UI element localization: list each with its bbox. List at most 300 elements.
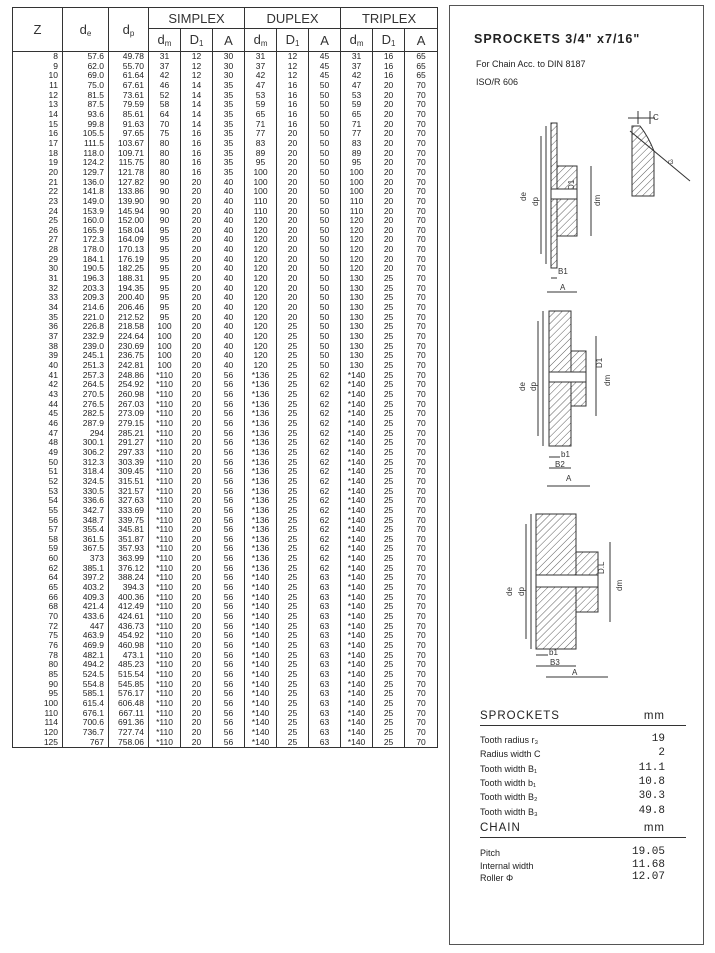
table-cell: 20	[181, 458, 213, 468]
table-cell: 56	[213, 680, 245, 690]
table-cell: 176.19	[109, 255, 149, 265]
table-row	[13, 467, 438, 477]
table-cell: 149.0	[63, 197, 109, 207]
table-cell: 25	[373, 438, 405, 448]
table-cell: *140	[341, 699, 373, 709]
spec-label: Roller Φ	[480, 873, 514, 883]
table-cell: 109.71	[109, 149, 149, 159]
table-cell: 40	[213, 197, 245, 207]
table-cell: 56	[213, 516, 245, 526]
table-cell: 494.2	[63, 660, 109, 670]
table-cell: 736.7	[63, 728, 109, 738]
table-cell: 221.0	[63, 313, 109, 323]
table-cell: *140	[245, 738, 277, 748]
table-cell: 103.67	[109, 139, 149, 149]
table-cell: 20	[277, 293, 309, 303]
table-cell: 56	[213, 554, 245, 564]
table-cell: 63	[309, 680, 341, 690]
table-cell: 25	[373, 622, 405, 632]
table-cell: 56	[213, 429, 245, 439]
table-cell: 50	[309, 255, 341, 265]
table-cell: 40	[213, 216, 245, 226]
spec-label: Internal width	[480, 860, 534, 871]
table-cell: 50	[309, 139, 341, 149]
table-cell: 50	[309, 313, 341, 323]
table-cell: 545.85	[109, 680, 149, 690]
table-cell: 52	[149, 91, 181, 101]
table-cell: *140	[245, 728, 277, 738]
table-cell: 95	[149, 245, 181, 255]
table-cell: 20	[181, 689, 213, 699]
table-cell: 260.98	[109, 390, 149, 400]
table-cell: 100	[245, 168, 277, 178]
table-cell: *140	[341, 371, 373, 381]
table-cell: 35	[213, 91, 245, 101]
table-cell: 40	[213, 322, 245, 332]
table-cell: 25	[277, 670, 309, 680]
table-cell: 56	[213, 390, 245, 400]
table-cell: 70	[405, 419, 438, 429]
table-cell: 14	[181, 100, 213, 110]
table-row	[13, 52, 438, 62]
table-cell: 90	[149, 207, 181, 217]
spec-value: 49.8	[638, 804, 665, 817]
table-cell: 20	[373, 139, 405, 149]
table-row	[13, 496, 438, 506]
table-cell: 62	[309, 554, 341, 564]
table-cell: 25	[373, 564, 405, 574]
table-cell: *110	[149, 660, 181, 670]
table-cell: 85.61	[109, 110, 149, 120]
svg-text:D.L: D.L	[597, 561, 606, 574]
table-cell: 25	[277, 429, 309, 439]
table-row	[13, 400, 438, 410]
table-cell: 25	[277, 322, 309, 332]
table-cell: 264.5	[63, 380, 109, 390]
table-cell: 25	[277, 622, 309, 632]
table-cell: *136	[245, 544, 277, 554]
table-cell: 64	[13, 573, 63, 583]
table-cell: 70	[405, 255, 438, 265]
table-cell: 25	[373, 409, 405, 419]
table-cell: 70	[405, 593, 438, 603]
table-cell: 25	[373, 303, 405, 313]
table-cell: 114	[13, 718, 63, 728]
table-cell: 100	[149, 322, 181, 332]
table-row	[13, 322, 438, 332]
table-cell: 70	[405, 670, 438, 680]
table-cell: 50	[309, 207, 341, 217]
table-cell: 95	[149, 235, 181, 245]
table-cell: 25	[277, 680, 309, 690]
table-cell: 70	[405, 718, 438, 728]
table-cell: 327.63	[109, 496, 149, 506]
table-cell: 47	[13, 429, 63, 439]
table-cell: *140	[341, 467, 373, 477]
table-cell: 25	[373, 496, 405, 506]
table-cell: 276.5	[63, 400, 109, 410]
table-cell: 25	[373, 738, 405, 748]
table-cell: *136	[245, 564, 277, 574]
table-cell: 20	[181, 709, 213, 719]
table-cell: 224.64	[109, 332, 149, 342]
table-cell: 40	[213, 351, 245, 361]
table-cell: 63	[309, 670, 341, 680]
panel-subtitle-iso: ISO/R 606	[476, 77, 519, 87]
table-cell: 41	[13, 371, 63, 381]
table-cell: 20	[181, 400, 213, 410]
table-cell: *136	[245, 458, 277, 468]
table-row	[13, 129, 438, 139]
table-cell: 56	[213, 380, 245, 390]
table-cell: *136	[245, 554, 277, 564]
table-cell: 14	[13, 110, 63, 120]
table-cell: 35	[213, 149, 245, 159]
table-cell: 333.69	[109, 506, 149, 516]
table-cell: 50	[309, 293, 341, 303]
table-cell: 46	[13, 419, 63, 429]
table-row	[13, 100, 438, 110]
table-cell: 20	[373, 187, 405, 197]
table-cell: 20	[181, 651, 213, 661]
header-z: Z	[13, 8, 63, 52]
table-cell: 20	[277, 226, 309, 236]
table-cell: 25	[277, 535, 309, 545]
table-cell: 50	[309, 274, 341, 284]
table-cell: 25	[277, 380, 309, 390]
table-cell: 20	[181, 448, 213, 458]
table-cell: *140	[245, 641, 277, 651]
table-cell: 16	[13, 129, 63, 139]
table-cell: 120	[245, 226, 277, 236]
table-cell: 79.59	[109, 100, 149, 110]
table-row	[13, 699, 438, 709]
table-cell: 127.82	[109, 178, 149, 188]
table-cell: 100	[149, 361, 181, 371]
table-cell: 70	[405, 573, 438, 583]
table-cell: 37	[245, 62, 277, 72]
table-cell: 20	[277, 235, 309, 245]
table-cell: 25	[373, 612, 405, 622]
table-cell: 62	[309, 477, 341, 487]
svg-text:D1: D1	[595, 357, 604, 368]
chain-header: CHAIN	[480, 822, 521, 834]
table-cell: 576.17	[109, 689, 149, 699]
table-cell: 25	[373, 516, 405, 526]
table-cell: 62	[309, 429, 341, 439]
table-cell: 70	[405, 149, 438, 159]
table-cell: 125	[13, 738, 63, 748]
table-cell: 136.0	[63, 178, 109, 188]
table-cell: 397.2	[63, 573, 109, 583]
table-cell: 47	[245, 81, 277, 91]
table-cell: 115.75	[109, 158, 149, 168]
table-cell: *110	[149, 564, 181, 574]
table-row	[13, 342, 438, 352]
table-cell: 20	[181, 351, 213, 361]
table-cell: 25	[373, 680, 405, 690]
spec-label: Tooth width b₁	[480, 777, 537, 788]
table-cell: 25	[373, 313, 405, 323]
svg-text:b1: b1	[549, 648, 558, 657]
table-cell: 25	[373, 506, 405, 516]
sprocket-drawings	[450, 6, 703, 706]
header-de: $d_e$	[63, 8, 109, 52]
table-cell: *110	[149, 487, 181, 497]
table-row	[13, 245, 438, 255]
table-row	[13, 110, 438, 120]
table-cell: 25	[277, 738, 309, 748]
table-cell: 20	[277, 216, 309, 226]
table-cell: 50	[309, 129, 341, 139]
table-cell: 70	[405, 342, 438, 352]
table-cell: 20	[277, 149, 309, 159]
svg-text:dp: dp	[517, 587, 526, 596]
table-cell: 56	[213, 467, 245, 477]
table-cell: 16	[277, 91, 309, 101]
table-cell: 50	[309, 342, 341, 352]
table-cell: 676.1	[63, 709, 109, 719]
table-cell: 70	[405, 506, 438, 516]
table-cell: *140	[341, 544, 373, 554]
table-cell: 120	[245, 245, 277, 255]
table-cell: *136	[245, 409, 277, 419]
table-cell: 17	[13, 139, 63, 149]
svg-text:b1: b1	[561, 450, 570, 459]
table-cell: 118.0	[63, 149, 109, 159]
table-row	[13, 429, 438, 439]
table-cell: *140	[341, 477, 373, 487]
table-cell: 230.69	[109, 342, 149, 352]
table-cell: 25	[277, 651, 309, 661]
table-cell: 59	[13, 544, 63, 554]
svg-text:A: A	[560, 283, 566, 292]
table-cell: 20	[181, 361, 213, 371]
table-cell: 65	[405, 52, 438, 62]
table-cell: 20	[181, 322, 213, 332]
table-cell: 20	[373, 129, 405, 139]
table-cell: 25	[373, 293, 405, 303]
table-cell: 20	[181, 516, 213, 526]
table-row	[13, 573, 438, 583]
table-cell: 61.64	[109, 71, 149, 81]
table-cell: 25	[277, 516, 309, 526]
table-cell: 70	[405, 264, 438, 274]
table-cell: 20	[181, 187, 213, 197]
table-cell: 70	[405, 284, 438, 294]
table-cell: 95	[341, 158, 373, 168]
table-cell: 56	[213, 738, 245, 748]
table-cell: 25	[373, 651, 405, 661]
table-cell: 56	[213, 564, 245, 574]
table-cell: *140	[341, 458, 373, 468]
table-cell: 70	[405, 178, 438, 188]
table-cell: *140	[341, 718, 373, 728]
svg-text:D1: D1	[567, 179, 576, 190]
table-cell: 35	[213, 120, 245, 130]
table-cell: 56	[213, 631, 245, 641]
table-row	[13, 303, 438, 313]
table-cell: 120	[245, 264, 277, 274]
table-cell: 16	[373, 71, 405, 81]
table-cell: *140	[341, 651, 373, 661]
table-cell: 63	[309, 699, 341, 709]
table-cell: 248.86	[109, 371, 149, 381]
table-cell: 97.65	[109, 129, 149, 139]
table-cell: 8	[13, 52, 63, 62]
table-cell: 70	[405, 371, 438, 381]
table-row	[13, 81, 438, 91]
table-cell: 90	[13, 680, 63, 690]
table-cell: 212.52	[109, 313, 149, 323]
table-cell: 285.21	[109, 429, 149, 439]
table-cell: 20	[277, 303, 309, 313]
table-cell: 56	[213, 487, 245, 497]
table-cell: 40	[213, 342, 245, 352]
table-cell: 120	[245, 313, 277, 323]
table-cell: 194.35	[109, 284, 149, 294]
table-row	[13, 612, 438, 622]
table-cell: 70	[405, 303, 438, 313]
table-cell: *136	[245, 467, 277, 477]
table-cell: 20	[373, 168, 405, 178]
table-row	[13, 187, 438, 197]
table-cell: 297.33	[109, 448, 149, 458]
table-cell: 57.6	[63, 52, 109, 62]
table-cell: 25	[277, 593, 309, 603]
table-cell: 25	[277, 689, 309, 699]
table-cell: 62	[309, 419, 341, 429]
table-row	[13, 670, 438, 680]
table-cell: 25	[373, 689, 405, 699]
table-cell: 28	[13, 245, 63, 255]
table-cell: 20	[181, 544, 213, 554]
table-cell: *136	[245, 448, 277, 458]
header-dp: $d_p$	[109, 8, 149, 52]
table-row	[13, 419, 438, 429]
table-cell: 45	[309, 71, 341, 81]
table-cell: 25	[373, 660, 405, 670]
table-cell: *140	[341, 602, 373, 612]
table-cell: 29	[13, 255, 63, 265]
table-cell: 130	[341, 322, 373, 332]
table-cell: 164.09	[109, 235, 149, 245]
table-cell: 30	[213, 52, 245, 62]
svg-text:de: de	[518, 382, 527, 391]
table-cell: *140	[245, 631, 277, 641]
table-cell: 20	[277, 129, 309, 139]
table-cell: 70	[405, 564, 438, 574]
table-cell: 120	[245, 216, 277, 226]
table-cell: 70	[405, 660, 438, 670]
table-cell: *110	[149, 593, 181, 603]
table-cell: 447	[63, 622, 109, 632]
table-cell: 70	[405, 91, 438, 101]
table-cell: *110	[149, 496, 181, 506]
table-cell: 100	[341, 178, 373, 188]
table-cell: 172.3	[63, 235, 109, 245]
table-cell: 20	[373, 245, 405, 255]
table-cell: 120	[245, 284, 277, 294]
table-cell: 130	[341, 274, 373, 284]
table-cell: *140	[341, 525, 373, 535]
table-cell: 20	[373, 264, 405, 274]
table-cell: 20	[373, 100, 405, 110]
table-cell: 20	[181, 207, 213, 217]
table-cell: 85	[13, 670, 63, 680]
table-cell: 55	[13, 506, 63, 516]
table-cell: 100	[13, 699, 63, 709]
table-cell: 615.4	[63, 699, 109, 709]
svg-text:dm: dm	[603, 374, 612, 386]
table-cell: 48	[13, 438, 63, 448]
table-cell: 20	[277, 197, 309, 207]
table-cell: 111.5	[63, 139, 109, 149]
table-cell: 55.70	[109, 62, 149, 72]
table-cell: 12	[181, 52, 213, 62]
svg-text:A: A	[566, 474, 572, 483]
table-cell: 50	[309, 361, 341, 371]
divider	[480, 725, 686, 726]
table-cell: 40	[213, 245, 245, 255]
table-cell: 70	[405, 139, 438, 149]
table-cell: 120	[245, 255, 277, 265]
subheader-a: A	[213, 29, 245, 52]
svg-text:dp: dp	[529, 382, 538, 391]
table-cell: 19	[13, 158, 63, 168]
table-cell: 25	[277, 351, 309, 361]
table-cell: 120	[245, 274, 277, 284]
table-cell: 70	[405, 81, 438, 91]
table-cell: *140	[341, 728, 373, 738]
table-cell: 40	[213, 178, 245, 188]
table-cell: 120	[245, 293, 277, 303]
table-cell: 95	[149, 313, 181, 323]
table-cell: 214.6	[63, 303, 109, 313]
table-cell: 65	[13, 583, 63, 593]
table-cell: *140	[245, 680, 277, 690]
table-cell: 70	[405, 293, 438, 303]
table-cell: 130	[341, 361, 373, 371]
table-cell: *140	[245, 718, 277, 728]
table-cell: 20	[373, 81, 405, 91]
table-cell: 121.78	[109, 168, 149, 178]
table-cell: 110	[245, 207, 277, 217]
table-cell: 267.03	[109, 400, 149, 410]
table-cell: 16	[181, 139, 213, 149]
table-cell: 31	[13, 274, 63, 284]
table-cell: 12	[181, 71, 213, 81]
table-cell: 62	[309, 516, 341, 526]
table-cell: 33	[13, 293, 63, 303]
table-cell: 34	[13, 303, 63, 313]
table-cell: 54	[13, 496, 63, 506]
table-cell: 110	[341, 207, 373, 217]
table-cell: 469.9	[63, 641, 109, 651]
table-cell: 25	[373, 477, 405, 487]
table-cell: 56	[213, 438, 245, 448]
table-cell: 20	[373, 158, 405, 168]
table-cell: 80	[149, 158, 181, 168]
table-cell: 20	[181, 506, 213, 516]
table-cell: 83	[341, 139, 373, 149]
table-cell: 188.31	[109, 274, 149, 284]
table-cell: 50	[309, 168, 341, 178]
table-cell: 20	[373, 207, 405, 217]
spec-value: 11.68	[631, 858, 665, 871]
table-cell: 70	[405, 728, 438, 738]
table-cell: 25	[373, 728, 405, 738]
